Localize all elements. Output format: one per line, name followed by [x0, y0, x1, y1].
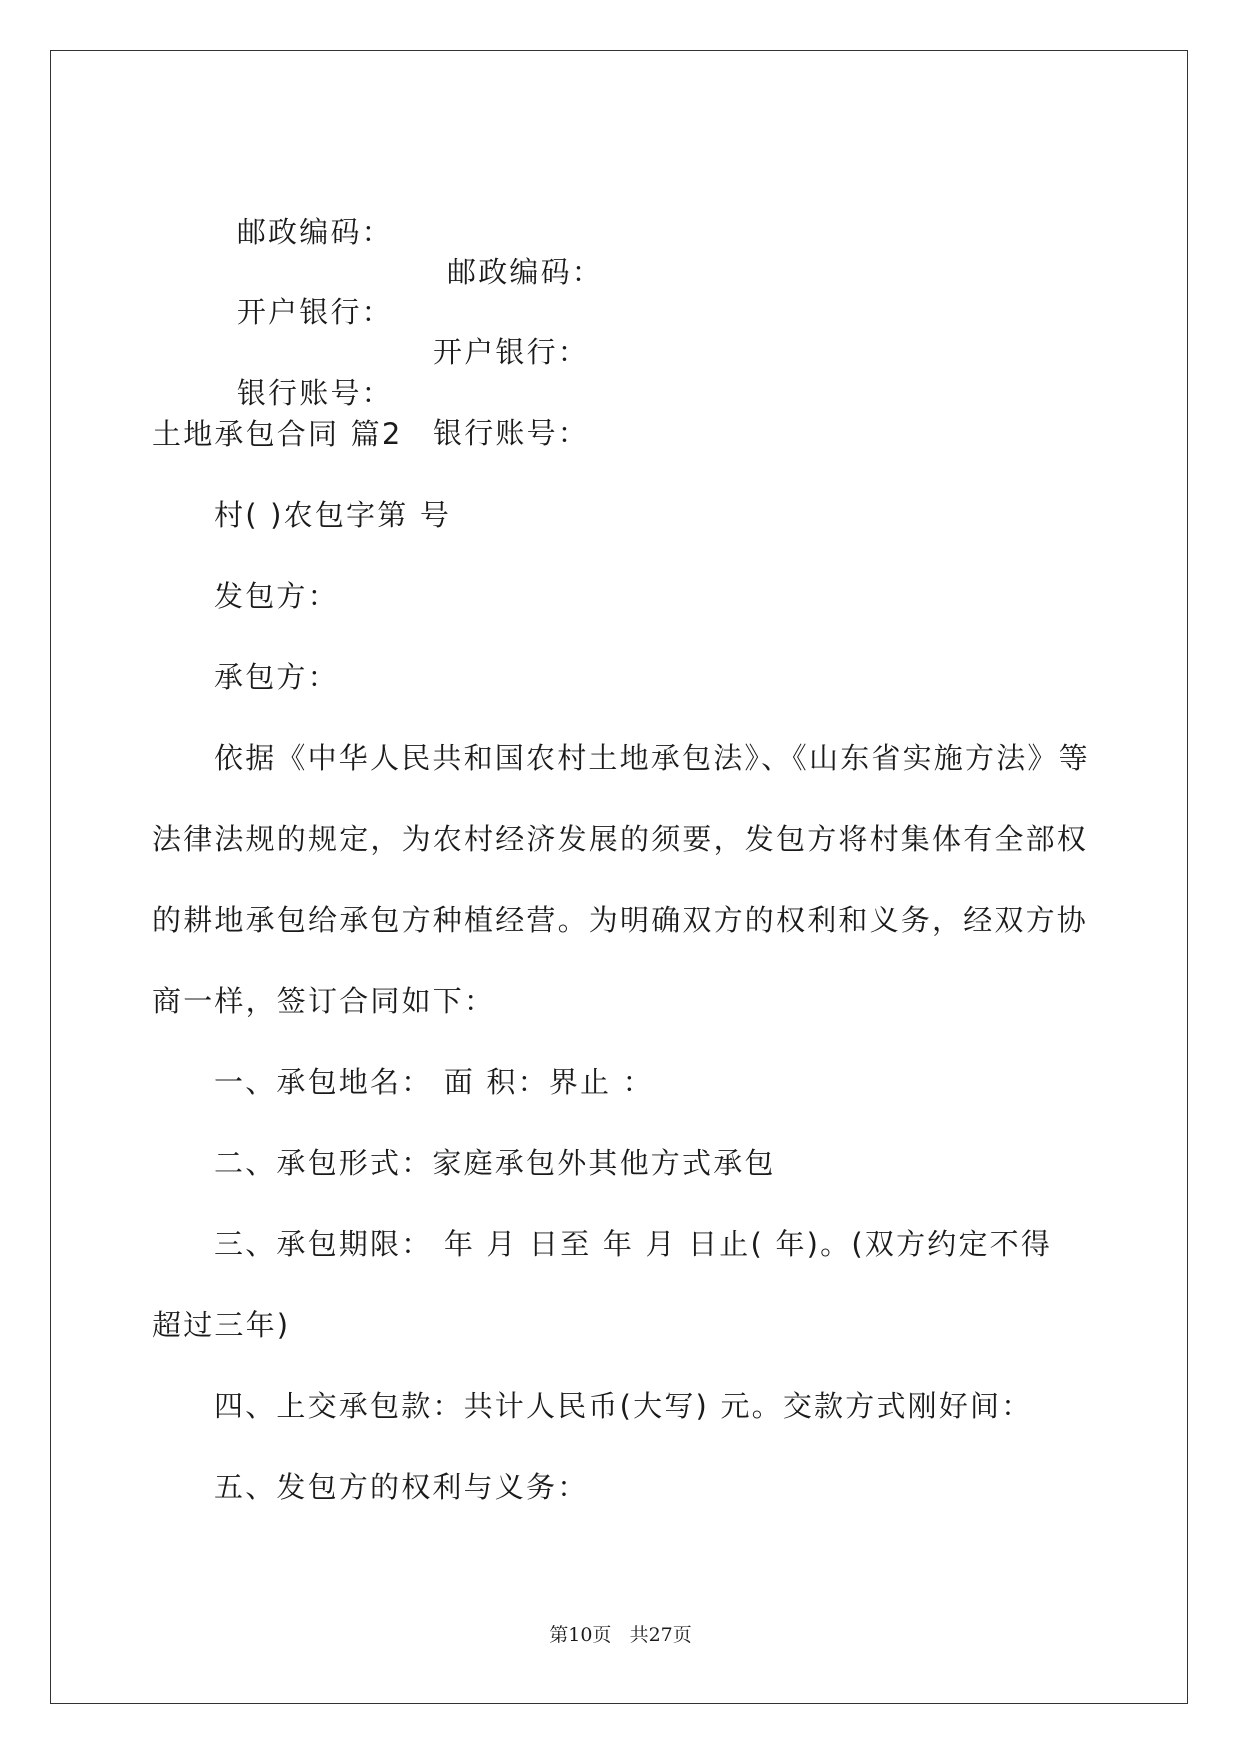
account-label-left: 银行账号： [236, 376, 393, 410]
page-number: 第10页 [549, 1624, 612, 1646]
contractor-label: 承包方： [214, 660, 339, 694]
clause-1: 一、承包地名： 面 积：界止 ： [214, 1065, 654, 1099]
page-total: 共27页 [629, 1624, 692, 1646]
section-heading: 土地承包合同 篇2 [152, 417, 403, 451]
contract-number: 村( )农包字第 号 [214, 498, 452, 532]
postal-code-label-left: 邮政编码： [236, 215, 393, 249]
intro-line-2: 法律法规的规定，为农村经济发展的须要，发包方将村集体有全部权 [152, 822, 1089, 856]
bank-label-right: 开户银行： [433, 335, 590, 369]
clause-5: 五、发包方的权利与义务： [214, 1470, 589, 1504]
intro-line-1: 依据《中华人民共和国农村土地承包法》、《山东省实施方法》等 [214, 741, 1090, 775]
intro-line-3: 的耕地承包给承包方种植经营。为明确双方的权利和义务，经双方协 [152, 903, 1089, 937]
bank-label-left: 开户银行： [236, 295, 393, 329]
postal-code-label-right: 邮政编码： [447, 255, 604, 289]
intro-line-4: 商一样，签订合同如下： [152, 984, 496, 1018]
clause-4: 四、上交承包款：共计人民币(大写) 元。交款方式刚好间： [214, 1389, 1033, 1423]
page-footer [0, 1622, 1241, 1648]
clause-3-continued: 超过三年) [152, 1308, 291, 1342]
clause-2: 二、承包形式：家庭承包外其他方式承包 [214, 1146, 776, 1180]
clause-3: 三、承包期限： 年 月 日至 年 月 日止( 年)。(双方约定不得 [214, 1227, 1053, 1261]
issuer-label: 发包方： [214, 579, 339, 613]
account-label-right: 银行账号： [433, 416, 590, 450]
